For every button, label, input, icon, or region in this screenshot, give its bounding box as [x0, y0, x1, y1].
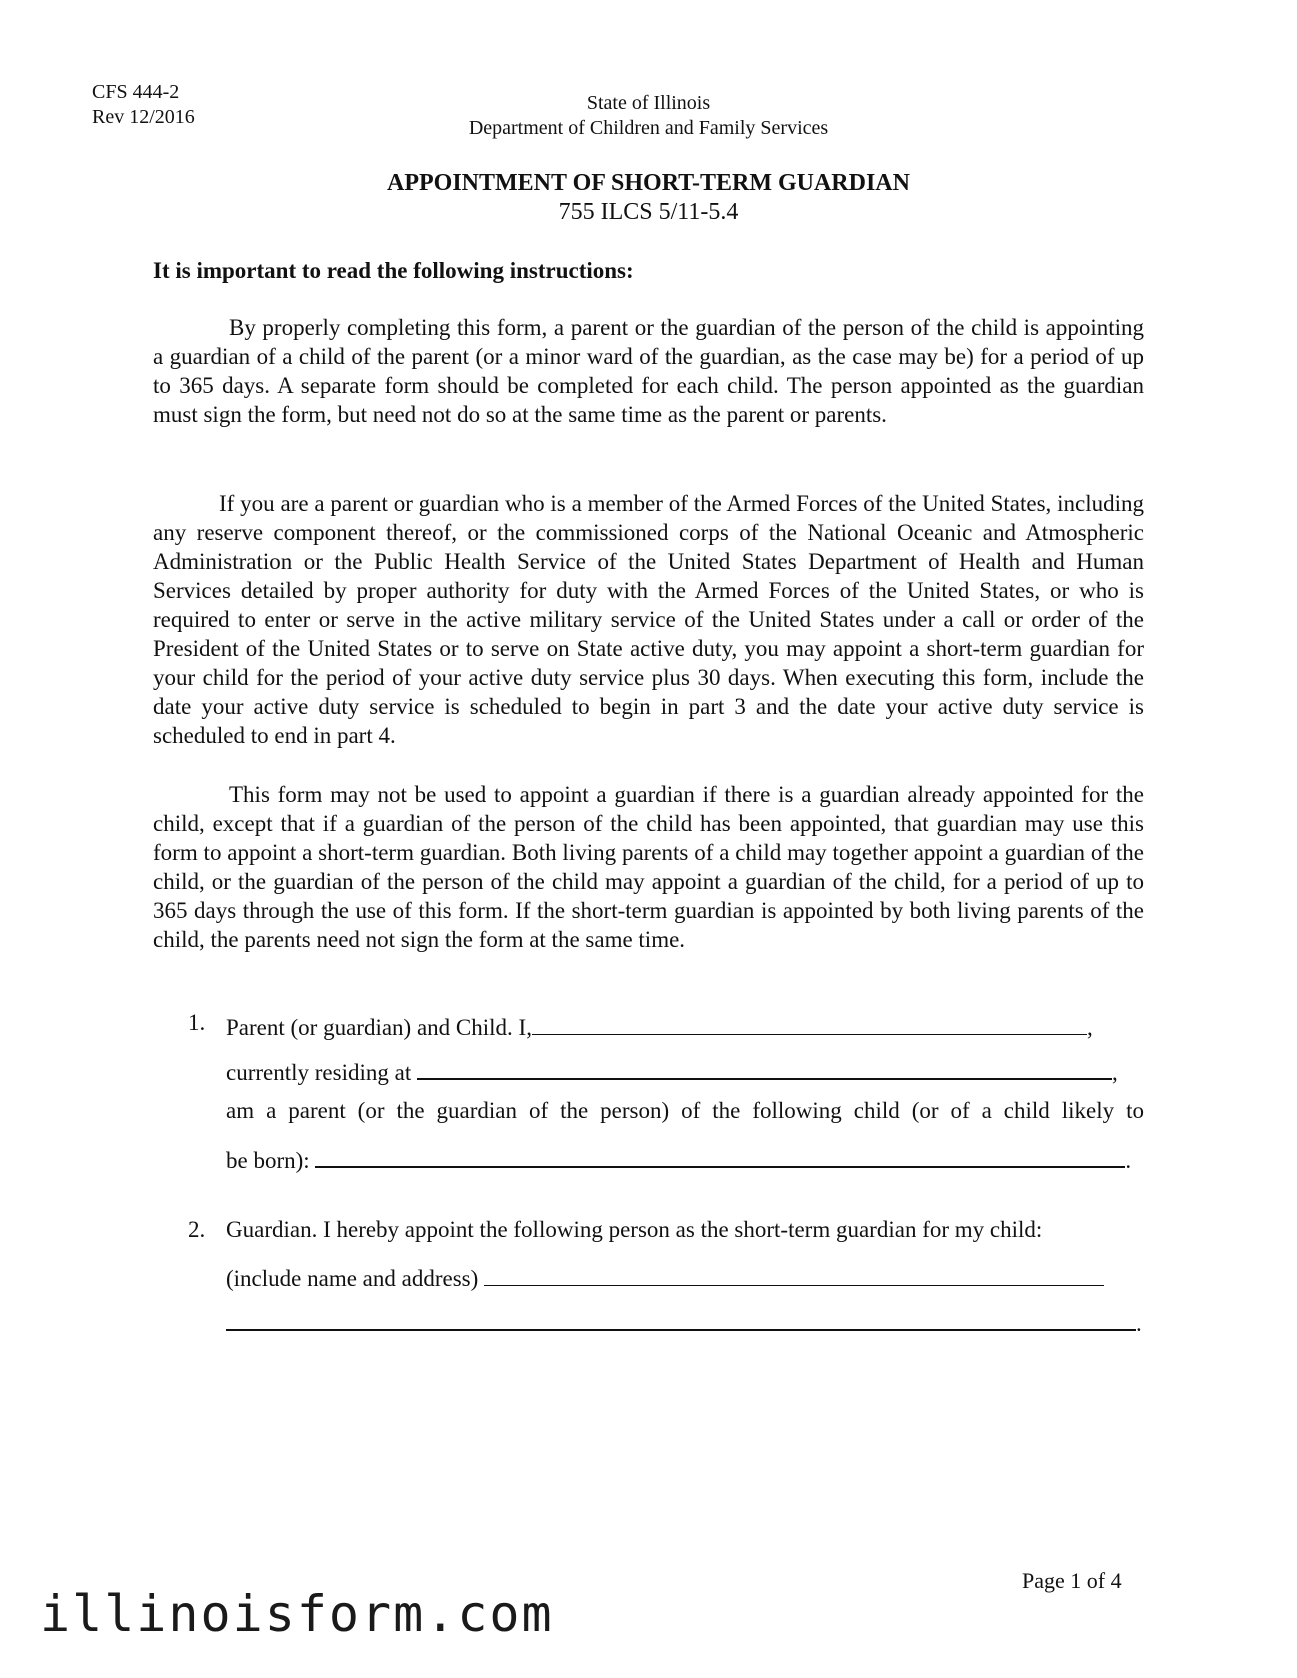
- state-name: State of Illinois: [586, 92, 711, 114]
- item-number: 2.: [188, 1217, 206, 1242]
- form-revision: Rev 12/2016: [92, 106, 195, 128]
- guardian-address-field-2[interactable]: [226, 1305, 1136, 1331]
- form-title: APPOINTMENT OF SHORT-TERM GUARDIAN: [387, 170, 910, 196]
- guardian-label: Guardian. I hereby appoint the following person as the short-term guardian for my child:: [226, 1217, 1043, 1242]
- agency-header: [0, 91, 1297, 141]
- title-block: [0, 169, 1297, 227]
- parent-name-field[interactable]: [532, 1010, 1087, 1035]
- page-number: Page 1 of 4: [1022, 1568, 1122, 1593]
- child-name-field[interactable]: [315, 1142, 1125, 1168]
- instruction-paragraph-2: If you are a parent or guardian who is a member of the Armed Forces of the United States, including any reserve component thereof, or the commissioned corps of the National Oceanic and Atmospheric Administration or the Public Health Service of the United States Department of Health and Human Services detailed by proper authority for duty with the Armed Forces of the United States, or who is required to enter or serve in the active military service of the United States under a call or order of the President of the United States or to serve on State active duty, you may appoint a short-term guardian for your child for the period of your active duty service plus 30 days. When executing this form, include the date your active duty service is scheduled to begin in part 3 and the date your active duty service is scheduled to end in part 4.: [153, 491, 1144, 748]
- form-number: CFS 444-2: [92, 81, 180, 103]
- guardian-name-address-field[interactable]: [484, 1261, 1104, 1286]
- relation-text: am a parent (or the guardian of the person) of the following child (or of a child likely to: [226, 1098, 1144, 1123]
- instructions-heading: It is important to read the following instructions:: [153, 258, 634, 283]
- item-number: 1.: [188, 1010, 206, 1035]
- parent-label: Parent (or guardian) and Child. I,: [226, 1015, 532, 1040]
- instruction-paragraph-3: This form may not be used to appoint a guardian if there is a guardian already appointed for the child, except that if a guardian of the person of the child has been appointed, that guardian may use this form to appoint a short-term guardian. Both living parents of a child may together appoint a guardian of the child, or the guardian of the person of the child may appoint a guardian of the child, for a period of up to 365 days through the use of this form. If the short-term guardian is appointed by both living parents of the child, the parents need not sign the form at the same time.: [153, 782, 1144, 952]
- department-name: Department of Children and Family Services: [468, 117, 829, 139]
- address-label: (include name and address): [226, 1266, 479, 1291]
- watermark: illinoisform.com: [40, 1585, 554, 1643]
- statute-reference: 755 ILCS 5/11-5.4: [558, 199, 739, 225]
- instruction-paragraph-1: By properly completing this form, a parent or the guardian of the person of the child is appointing a guardian of a child of the parent (or a minor ward of the guardian, as the case may be) for a period of up to 365 days. A separate form should be completed for each child. The person appointed as the guardian must sign the form, but need not do so at the same time as the parent or parents.: [153, 315, 1144, 427]
- residence-address-field[interactable]: [417, 1054, 1112, 1080]
- born-label: be born):: [226, 1148, 310, 1173]
- residing-label: currently residing at: [226, 1060, 412, 1085]
